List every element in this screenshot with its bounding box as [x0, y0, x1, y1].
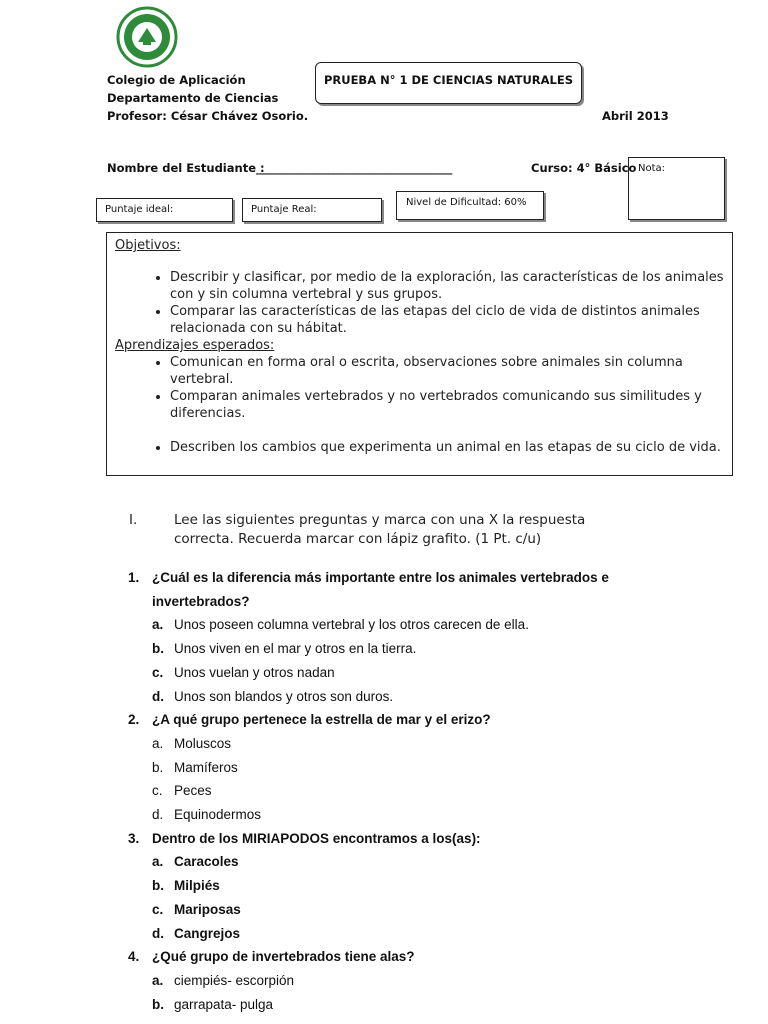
- option[interactable]: b. Milpiés: [152, 878, 220, 894]
- student-name-label: Nombre del Estudiante :: [107, 161, 265, 175]
- question-text: invertebrados?: [152, 593, 250, 609]
- option[interactable]: d. Equinodermos: [152, 807, 262, 823]
- option[interactable]: b. Unos viven en el mar y otros en la tierra.: [152, 641, 417, 657]
- option[interactable]: c. Peces: [152, 783, 212, 799]
- grade-box[interactable]: [628, 157, 725, 220]
- real-score-box[interactable]: [242, 198, 382, 222]
- question-text: Dentro de los MIRIAPODOS encontramos a los(as):: [152, 830, 481, 846]
- question-text: ¿Qué grupo de invertebrados tiene alas?: [152, 949, 415, 965]
- option[interactable]: b. garrapata- pulga: [152, 996, 274, 1012]
- instructions-line-2: correcta. Recuerda marcar con lápiz grafito. (1 Pt. c/u): [174, 531, 542, 547]
- expected-item: • Comparan animales vertebrados y no vertebrados comunicando sus similitudes y diferencias.: [170, 388, 732, 422]
- option[interactable]: c. Unos vuelan y otros nadan: [152, 664, 335, 680]
- expected-learning-title: Aprendizajes esperados:: [115, 338, 275, 353]
- section-instructions: [174, 511, 585, 549]
- question-4: [128, 945, 748, 1016]
- option[interactable]: b. Mamíferos: [152, 759, 238, 775]
- question-text: ¿A qué grupo pertenece la estrella de mar y el erizo?: [152, 712, 491, 728]
- question-text: ¿Cuál es la diferencia más importante entre los animales vertebrados e: [152, 570, 609, 585]
- instructions-line-1: Lee las siguientes preguntas y marca con una X la respuesta: [174, 512, 586, 528]
- question-number: 2.: [128, 712, 140, 728]
- question-number: 4.: [128, 949, 140, 965]
- question-1: [128, 566, 748, 708]
- questions-list: [128, 566, 748, 1016]
- difficulty-box: [396, 191, 544, 220]
- objectives-title: Objetivos:: [115, 238, 181, 253]
- question-2: [128, 708, 748, 827]
- student-name-line[interactable]: ______________________________________: [256, 161, 452, 175]
- objectives-list: [115, 269, 732, 337]
- school-name: Colegio de Aplicación: [107, 73, 246, 87]
- teacher-name: Profesor: César Chávez Osorio.: [107, 109, 309, 123]
- school-logo: [116, 6, 178, 68]
- school-seal-icon: [116, 6, 178, 68]
- option[interactable]: a. Moluscos: [152, 735, 232, 751]
- test-title-box: [315, 62, 582, 104]
- expected-item: • Comunican en forma oral o escrita, observaciones sobre animales sin columna vertebral.: [170, 354, 732, 388]
- test-title: PRUEBA N° 1 DE CIENCIAS NATURALES: [323, 73, 574, 87]
- section-numeral: I.: [129, 512, 138, 528]
- test-date: Abril 2013: [602, 109, 669, 123]
- option[interactable]: d. Cangrejos: [152, 925, 241, 941]
- objective-item: • Comparar las características de las etapas del ciclo de vida de distintos animales relacionada con su hábitat.: [170, 303, 732, 337]
- real-score-label: Puntaje Real:: [251, 204, 317, 215]
- expected-learning-list: [115, 354, 732, 456]
- ideal-score-label: Puntaje ideal:: [105, 204, 174, 215]
- question-3: [128, 827, 748, 946]
- question-number: 1.: [128, 570, 140, 585]
- option[interactable]: a. Caracoles: [152, 854, 239, 870]
- option[interactable]: d. Unos son blandos y otros son duros.: [152, 688, 394, 704]
- option[interactable]: a. Unos poseen columna vertebral y los otros carecen de ella.: [152, 617, 529, 633]
- option[interactable]: a. ciempiés- escorpión: [152, 972, 295, 988]
- option[interactable]: c. Mariposas: [152, 901, 241, 917]
- ideal-score-box[interactable]: [96, 198, 233, 222]
- expected-item: • Describen los cambios que experimenta un animal en las etapas de su ciclo de vida.: [170, 439, 732, 456]
- department-name: Departamento de Ciencias: [107, 91, 279, 105]
- objectives-box: [106, 232, 733, 476]
- difficulty-label: Nivel de Dificultad: 60%: [406, 197, 527, 208]
- course-label: Curso: 4° Básico: [531, 161, 637, 175]
- grade-label: Nota:: [638, 163, 666, 174]
- question-number: 3.: [128, 830, 140, 846]
- objective-item: • Describir y clasificar, por medio de la exploración, las características de los animales con y sin columna vertebral y sus grupos.: [170, 269, 732, 303]
